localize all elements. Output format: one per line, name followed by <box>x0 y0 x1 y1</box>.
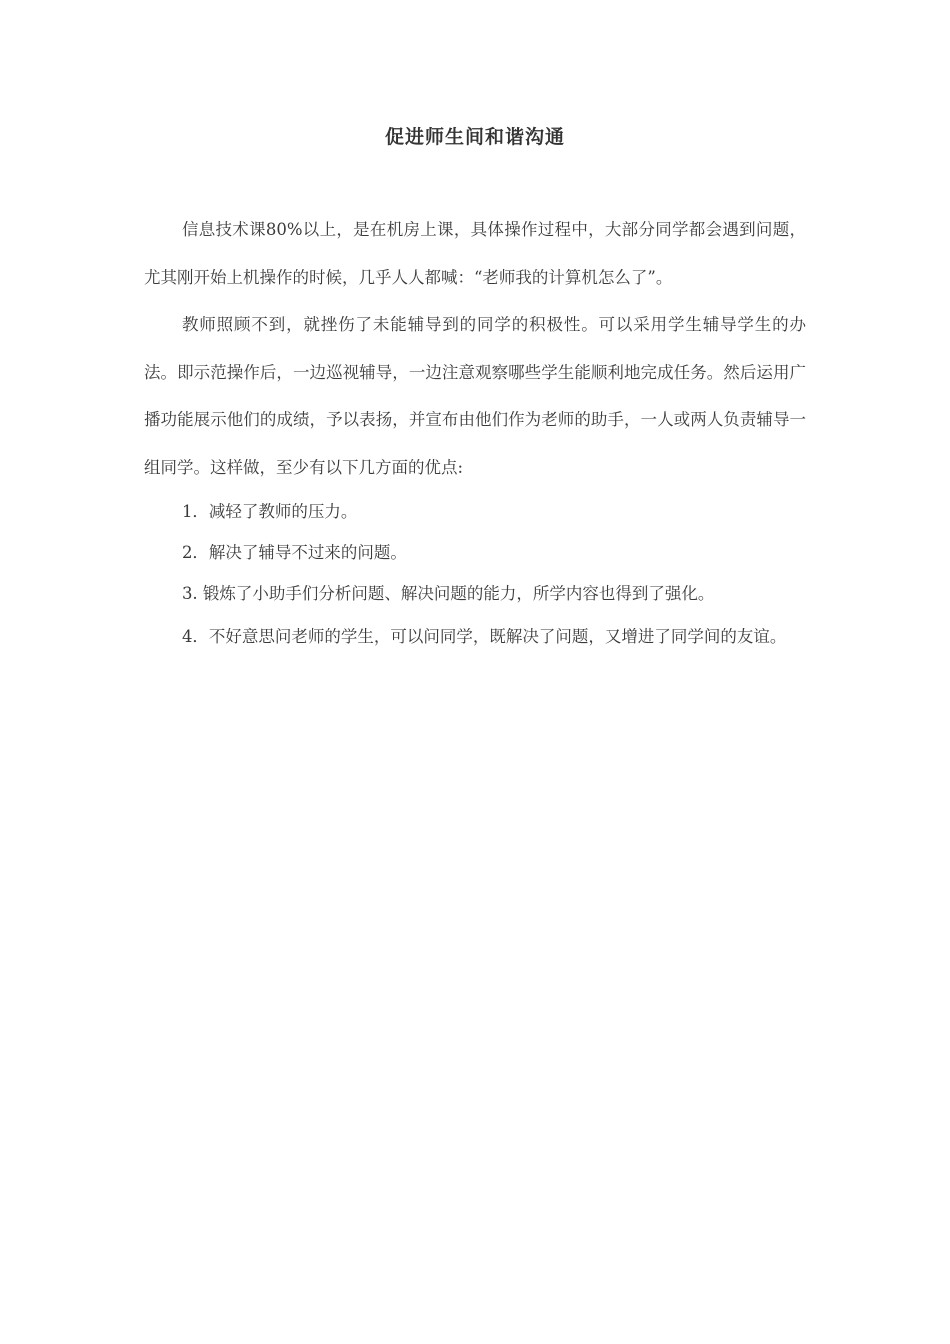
list-item-2: 2．解决了辅导不过来的问题。 <box>181 543 407 562</box>
list-item-1: 1．减轻了教师的压力。 <box>181 502 358 521</box>
list-item-4: 4．不好意思问老师的学生，可以问同学，既解决了问题，又增进了同学间的友谊。 <box>181 627 787 646</box>
document-body <box>144 206 806 659</box>
paragraph-1: 信息技术课80%以上，是在机房上课，具体操作过程中，大部分同学都会遇到问题，尤其刚开始上机操作的时候，几乎人人都喊：“老师我的计算机怎么了”。 <box>144 220 806 287</box>
list-item-3: 3. 锻炼了小助手们分析问题、解决问题的能力，所学内容也得到了强化。 <box>181 584 715 603</box>
document-title: 促进师生间和谐沟通 <box>384 126 565 148</box>
paragraph-2: 教师照顾不到，就挫伤了未能辅导到的同学的积极性。可以采用学生辅导学生的办法。即示范操作后，一边巡视辅导，一边注意观察哪些学生能顺利地完成任务。然后运用广播功能展示他们的成绩，予以表扬，并宣布由他们作为老师的助手，一人或两人负责辅导一组同学。这样做，至少有以下几方面的优点: <box>144 315 806 477</box>
